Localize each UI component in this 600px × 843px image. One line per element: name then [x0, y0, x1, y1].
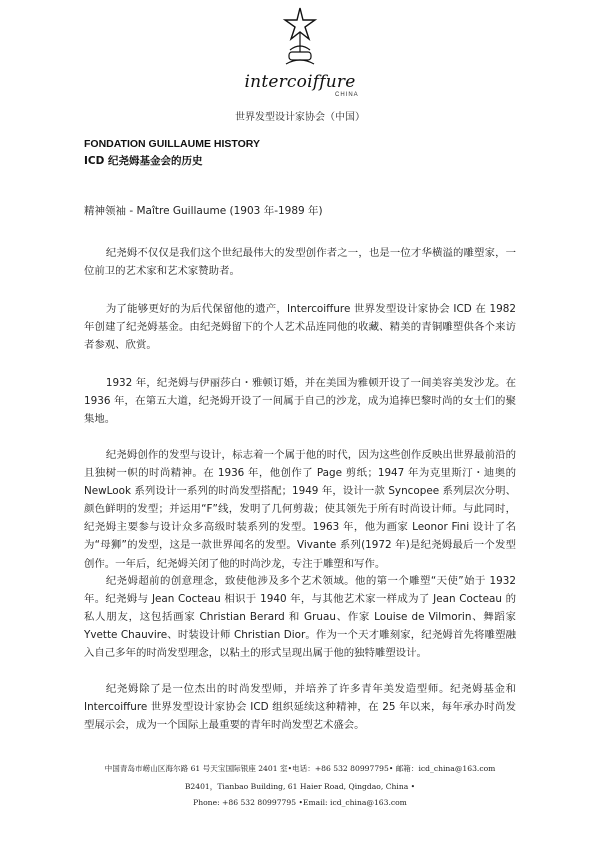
letterhead-subtitle: 世界发型设计家协会（中国）	[235, 112, 365, 123]
paragraph-4: 纪尧姆创作的发型与设计，标志着一个属于他的时代，因为这些创作反映出世界最前沿的且独树一帜的时尚精神。在 1936 年，他创作了 Page 剪纸；1947 年为克里斯汀・迪奥的 NewLook 系列设计一系列的时尚发型搭配；1949 年，设计一款 Syncopee 系列层次分明、颜色鲜明的发型；并运用“F”线，发明了几何剪裁；使其领先于所有时尚设计师。与此同时，纪尧姆主要参与设计众多高级时装系列的发型。1963 年，他为画家 Leonor Fini 设计了名为“母狮”的发型，这是一款世界闻名的发型。Vivante 系列(1972 年)是纪尧姆最后一个发型创作。一年后，纪尧姆关闭了他的时尚沙龙，专注于雕塑和写作。	[84, 449, 516, 570]
letterhead	[0, 6, 600, 124]
document-title-en: FONDATION GUILLAUME HISTORY	[84, 138, 260, 150]
footer-contact: Phone: +86 532 80997795 •Email: icd_china@163.com	[193, 798, 407, 807]
brand-country: CHINA	[335, 92, 359, 98]
document-title-zh: ICD 纪尧姆基金会的历史	[84, 155, 203, 167]
leader-line: 精神领袖 - Maître Guillaume (1903 年-1989 年)	[84, 205, 323, 217]
star-crown-emblem-icon	[282, 6, 318, 70]
footer-address-zh: 中国青岛市崂山区海尔路 61 号天宝国际银座 2401 室•电话：+86 532 80997795• 邮箱：icd_china@163.com	[104, 764, 496, 773]
paragraph-2: 为了能够更好的为后代保留他的遗产，Intercoiffure 世界发型设计家协会 ICD 在 1982 年创建了纪尧姆基金。由纪尧姆留下的个人艺术品连同他的收藏、精美的青铜雕塑供各个来访者参观、欣赏。	[84, 303, 516, 352]
paragraph-5: 纪尧姆超前的创意理念，致使他涉及多个艺术领域。他的第一个雕塑“天使”始于 1932 年。纪尧姆与 Jean Cocteau 相识于 1940 年，与其他艺术家一样成为了 Jean Cocteau 的私人朋友，这包括画家 Christian Berard 和 Gruau、作家 Louise de Vilmorin、舞蹈家 Yvette Chauvire、时装设计师 Christian Dior。作为一个天才雕刻家，纪尧姆首先将雕塑融入自己多年的时尚发型理念，以粘土的形式呈现出属于他的独特雕塑设计。	[84, 575, 516, 660]
brand-wordmark: intercoiffure	[244, 72, 356, 92]
paragraph-3: 1932 年，纪尧姆与伊丽莎白・雅顿订婚，并在美国为雅顿开设了一间美容美发沙龙。在 1936 年，在第五大道，纪尧姆开设了一间属于自己的沙龙，成为追捧巴黎时尚的女士们的聚集地。	[84, 377, 516, 426]
footer-address-en: B2401，Tianbao Building, 61 Haier Road, Qingdao, China •	[184, 782, 416, 791]
paragraph-1: 纪尧姆不仅仅是我们这个世纪最伟大的发型创作者之一，也是一位才华横溢的雕塑家，一位前卫的艺术家和艺术家赞助者。	[84, 247, 516, 278]
paragraph-6: 纪尧姆除了是一位杰出的时尚发型师，并培养了许多青年美发造型师。纪尧姆基金和 Intercoiffure 世界发型设计家协会 ICD 组织延续这种精神，在 25 年以来，每年承办时尚发型展示会，成为一个国际上最重要的青年时尚发型艺术盛会。	[84, 683, 516, 732]
